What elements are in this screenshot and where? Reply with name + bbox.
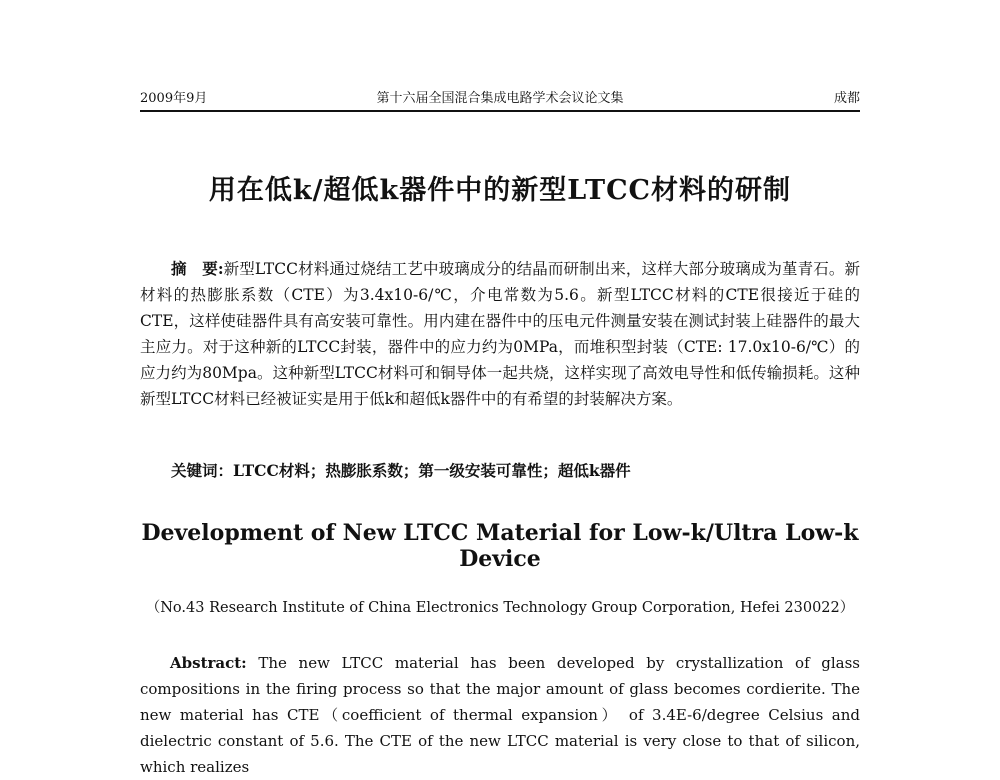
english-abstract-text: The new LTCC material has been developed by crystallization of glass compositions in the firing process so that the major amount of glass becomes cordierite. The new material has CTE（coefficient of thermal expansion） of 3.4E-6/degree Celsius and dielectric constant of 5.6. The CTE of the new LTCC material is very close to that of silicon, which realizes xyxy=(140,654,860,776)
english-abstract xyxy=(140,650,860,780)
header-location: 成都 xyxy=(833,91,860,106)
english-title: Development of New LTCC Material for Low-k/Ultra Low-k Device xyxy=(141,520,859,572)
english-abstract-label: Abstract: xyxy=(170,654,247,672)
header-proceedings: 第十六届全国混合集成电路学术会议论文集 xyxy=(376,91,624,106)
header-date: 2009年9月 xyxy=(140,91,208,106)
chinese-title: 用在低k/超低k器件中的新型LTCC材料的研制 xyxy=(208,175,792,206)
header-rule xyxy=(140,110,860,112)
english-affiliation: （No.43 Research Institute of China Electronics Technology Group Corporation, Hefei 230022） xyxy=(145,600,855,616)
chinese-keywords: 关键词：LTCC材料；热膨胀系数；第一级安装可靠性；超低k器件 xyxy=(171,461,631,480)
running-header xyxy=(140,90,860,114)
chinese-abstract-text: 新型LTCC材料通过烧结工艺中玻璃成分的结晶而研制出来，这样大部分玻璃成为堇青石。新材料的热膨胀系数（CTE）为3.4x10-6/℃，介电常数为5.6。新型LTCC材料的CTE很接近于硅的CTE，这样使硅器件具有高安装可靠性。用内建在器件中的压电元件测量安装在测试封装上硅器件的最大主应力。对于这种新的LTCC封装，器件中的应力约为0MPa，而堆积型封装（CTE: 17.0x10-6/℃）的应力约为80Mpa。这种新型LTCC材料可和铜导体一起共烧，这样实现了高效电导性和低传输损耗。这种新型LTCC材料已经被证实是用于低k和超低k器件中的有希望的封装解决方案。 xyxy=(140,260,860,408)
chinese-abstract-label: 摘 要: xyxy=(171,259,224,278)
chinese-abstract xyxy=(140,256,860,412)
